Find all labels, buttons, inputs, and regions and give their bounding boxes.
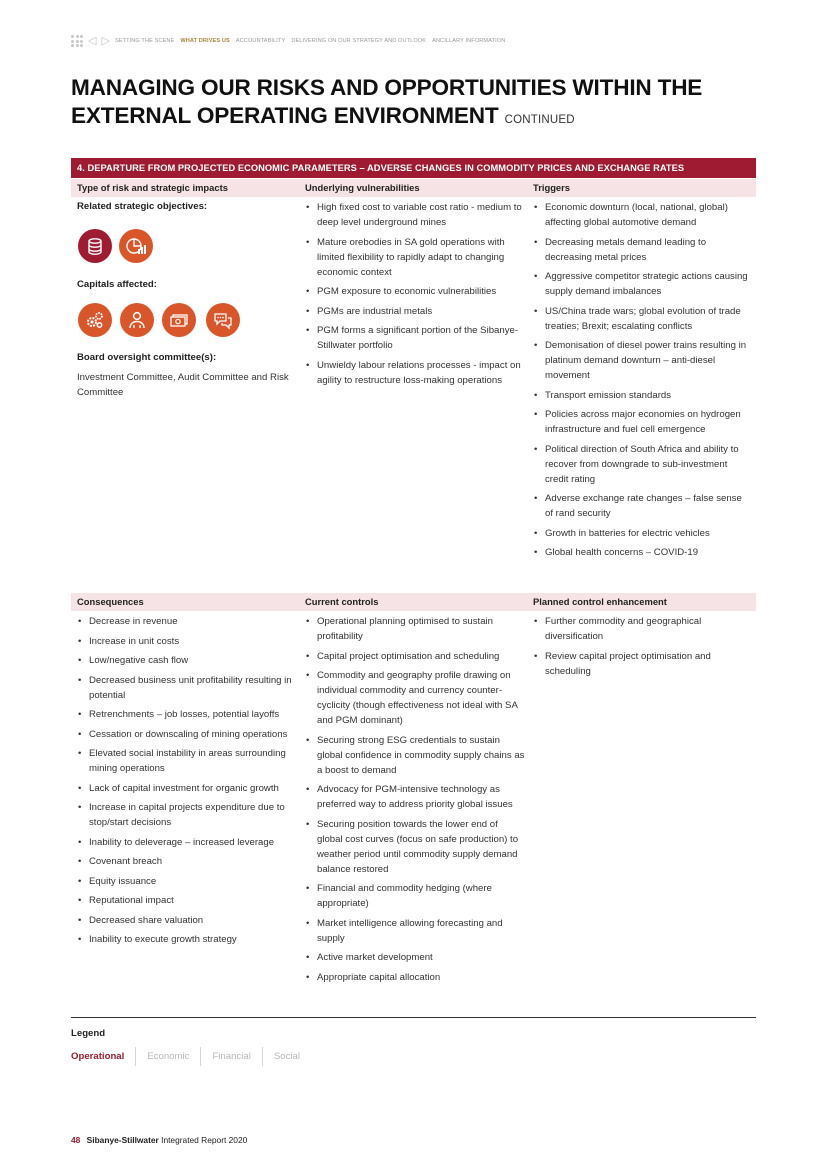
header-current-controls: Current controls — [305, 596, 379, 607]
report-name: Integrated Report 2020 — [161, 1135, 248, 1145]
section2-header-row — [71, 593, 756, 611]
company-name: Sibanye-Stillwater — [86, 1135, 159, 1145]
list-item: • PGM forms a significant portion of the Sibanye-Stillwater portfolio — [305, 323, 525, 353]
list-item: • Increase in unit costs — [77, 634, 297, 649]
list-item: • US/China trade wars; global evolution of trade treaties; Brexit; escalating conflicts — [533, 304, 748, 334]
list-item: • Inability to execute growth strategy — [77, 932, 297, 947]
list-item: • Lack of capital investment for organic growth — [77, 781, 297, 796]
list-item: • Equity issuance — [77, 874, 297, 889]
coins-stack-icon — [78, 229, 112, 263]
page-title-line1: MANAGING OUR RISKS AND OPPORTUNITIES WITHIN THE — [71, 75, 703, 100]
capitals-affected-label: Capitals affected: — [77, 279, 157, 290]
planned-enhancements-list — [533, 614, 748, 683]
board-oversight-label: Board oversight committee(s): — [77, 352, 217, 363]
list-item: • Adverse exchange rate changes – false sense of rand security — [533, 491, 748, 521]
nav-setting-the-scene[interactable]: SETTING THE SCENE — [114, 38, 175, 44]
previous-page-icon[interactable]: ◁ — [88, 34, 97, 47]
nav-delivering-on-strategy[interactable]: DELIVERING ON OUR STRATEGY AND OUTLOOK — [291, 38, 427, 44]
nav-accountability[interactable]: ACCOUNTABILITY — [235, 38, 286, 44]
list-item: • Increase in capital projects expenditure due to stop/start decisions — [77, 800, 297, 830]
list-item: • PGM exposure to economic vulnerabilities — [305, 284, 525, 299]
list-item: • Decreasing metals demand leading to decreasing metal prices — [533, 235, 748, 265]
list-item: • Low/negative cash flow — [77, 653, 297, 668]
list-item: • PGMs are industrial metals — [305, 304, 525, 319]
list-item: • Financial and commodity hedging (where appropriate) — [305, 881, 525, 911]
legend-social: Social — [273, 1051, 300, 1062]
legend-financial: Financial — [201, 1047, 262, 1066]
growth-chart-icon — [119, 229, 153, 263]
list-item: • Elevated social instability in areas surrounding mining operations — [77, 746, 297, 776]
list-item: • Further commodity and geographical diversification — [533, 614, 748, 644]
banknotes-icon — [162, 303, 196, 337]
list-item: • Market intelligence allowing forecasting and supply — [305, 916, 525, 946]
list-item: • Covenant breach — [77, 854, 297, 869]
header-consequences: Consequences — [77, 596, 144, 607]
list-item: • Appropriate capital allocation — [305, 970, 525, 985]
page-title-line2-wrap — [71, 102, 761, 134]
top-navigation — [71, 34, 511, 48]
list-item: • Capital project optimisation and scheduling — [305, 649, 525, 664]
consequences-list — [77, 614, 297, 952]
list-item: • Aggressive competitor strategic actions causing supply demand imbalances — [533, 269, 748, 299]
nav-ancillary-information[interactable]: ANCILLARY INFORMATION — [432, 38, 506, 44]
list-item: • Demonisation of diesel power trains resulting in platinum demand downturn – anti-diesel movement — [533, 338, 748, 383]
table-bottom-rule — [71, 1017, 756, 1018]
header-risk-type: Type of risk and strategic impacts — [77, 182, 228, 193]
nav-what-drives-us[interactable]: WHAT DRIVES US — [180, 38, 230, 44]
list-item: • Economic downturn (local, national, global) affecting global automotive demand — [533, 200, 748, 230]
list-item: • Retrenchments – job losses, potential layoffs — [77, 707, 297, 722]
list-item: • Review capital project optimisation and scheduling — [533, 649, 748, 679]
list-item: • Decreased share valuation — [77, 913, 297, 928]
page-title-line2: EXTERNAL OPERATING ENVIRONMENT — [71, 103, 499, 128]
list-item: • Policies across major economies on hydrogen infrastructure and fuel cell emergence — [533, 407, 748, 437]
list-item: • Reputational impact — [77, 893, 297, 908]
list-item: • Decrease in revenue — [77, 614, 297, 629]
list-item: • Active market development — [305, 950, 525, 965]
list-item: • Growth in batteries for electric vehicles — [533, 526, 748, 541]
speech-bubbles-icon — [206, 303, 240, 337]
list-item: • Advocacy for PGM-intensive technology as preferred way to address priority global issues — [305, 782, 525, 812]
list-item: • Mature orebodies in SA gold operations with limited flexibility to rapidly adapt to changing economic context — [305, 235, 525, 280]
list-item: • Cessation or downscaling of mining operations — [77, 727, 297, 742]
page-footer — [71, 1135, 247, 1145]
current-controls-list — [305, 614, 525, 989]
legend-economic: Economic — [136, 1047, 201, 1066]
list-item: • Unwieldy labour relations processes - impact on agility to restructure loss-making operations — [305, 358, 525, 388]
related-objectives-label: Related strategic objectives: — [77, 201, 208, 212]
header-vulnerabilities: Underlying vulnerabilities — [305, 182, 420, 193]
continued-label: CONTINUED — [504, 114, 575, 126]
vulnerabilities-list — [305, 200, 525, 392]
list-item: • Securing position towards the lower end of global cost curves (focus on safe production) to weather period until commodity supply demand balance restored — [305, 817, 525, 877]
triggers-list — [533, 200, 748, 565]
grid-menu-icon[interactable] — [71, 35, 83, 47]
legend-operational: Operational — [71, 1047, 136, 1066]
next-page-icon[interactable]: ▷ — [101, 34, 110, 47]
list-item: • Decreased business unit profitability resulting in potential — [77, 673, 297, 703]
list-item: • High fixed cost to variable cost ratio - medium to deep level underground mines — [305, 200, 525, 230]
list-item: • Transport emission standards — [533, 388, 748, 403]
legend — [71, 1047, 311, 1066]
board-oversight-text: Investment Committee, Audit Committee and Risk Committee — [77, 372, 289, 398]
header-triggers: Triggers — [533, 182, 570, 193]
list-item: • Inability to deleverage – increased leverage — [77, 835, 297, 850]
list-item: • Operational planning optimised to sustain profitability — [305, 614, 525, 644]
list-item: • Political direction of South Africa and ability to recover from downgrade to sub-investment credit rating — [533, 442, 748, 487]
header-planned-enhancement: Planned control enhancement — [533, 596, 667, 607]
legend-title: Legend — [71, 1028, 106, 1039]
people-icon — [120, 303, 154, 337]
section1-header-row — [71, 179, 756, 197]
page-title — [71, 74, 761, 134]
page-number: 48 — [71, 1135, 81, 1145]
risk-banner: 4. DEPARTURE FROM PROJECTED ECONOMIC PARAMETERS – ADVERSE CHANGES IN COMMODITY PRICES AND EXCHANGE RATES — [71, 158, 756, 178]
list-item: • Commodity and geography profile drawing on individual commodity and currency counter-cyclicity (though effectiveness not ideal with SA and PGM dominant) — [305, 668, 525, 728]
list-item: • Global health concerns – COVID-19 — [533, 545, 748, 560]
list-item: • Securing strong ESG credentials to sustain global confidence in commodity supply chains as a boost to demand — [305, 733, 525, 778]
gears-icon — [78, 303, 112, 337]
